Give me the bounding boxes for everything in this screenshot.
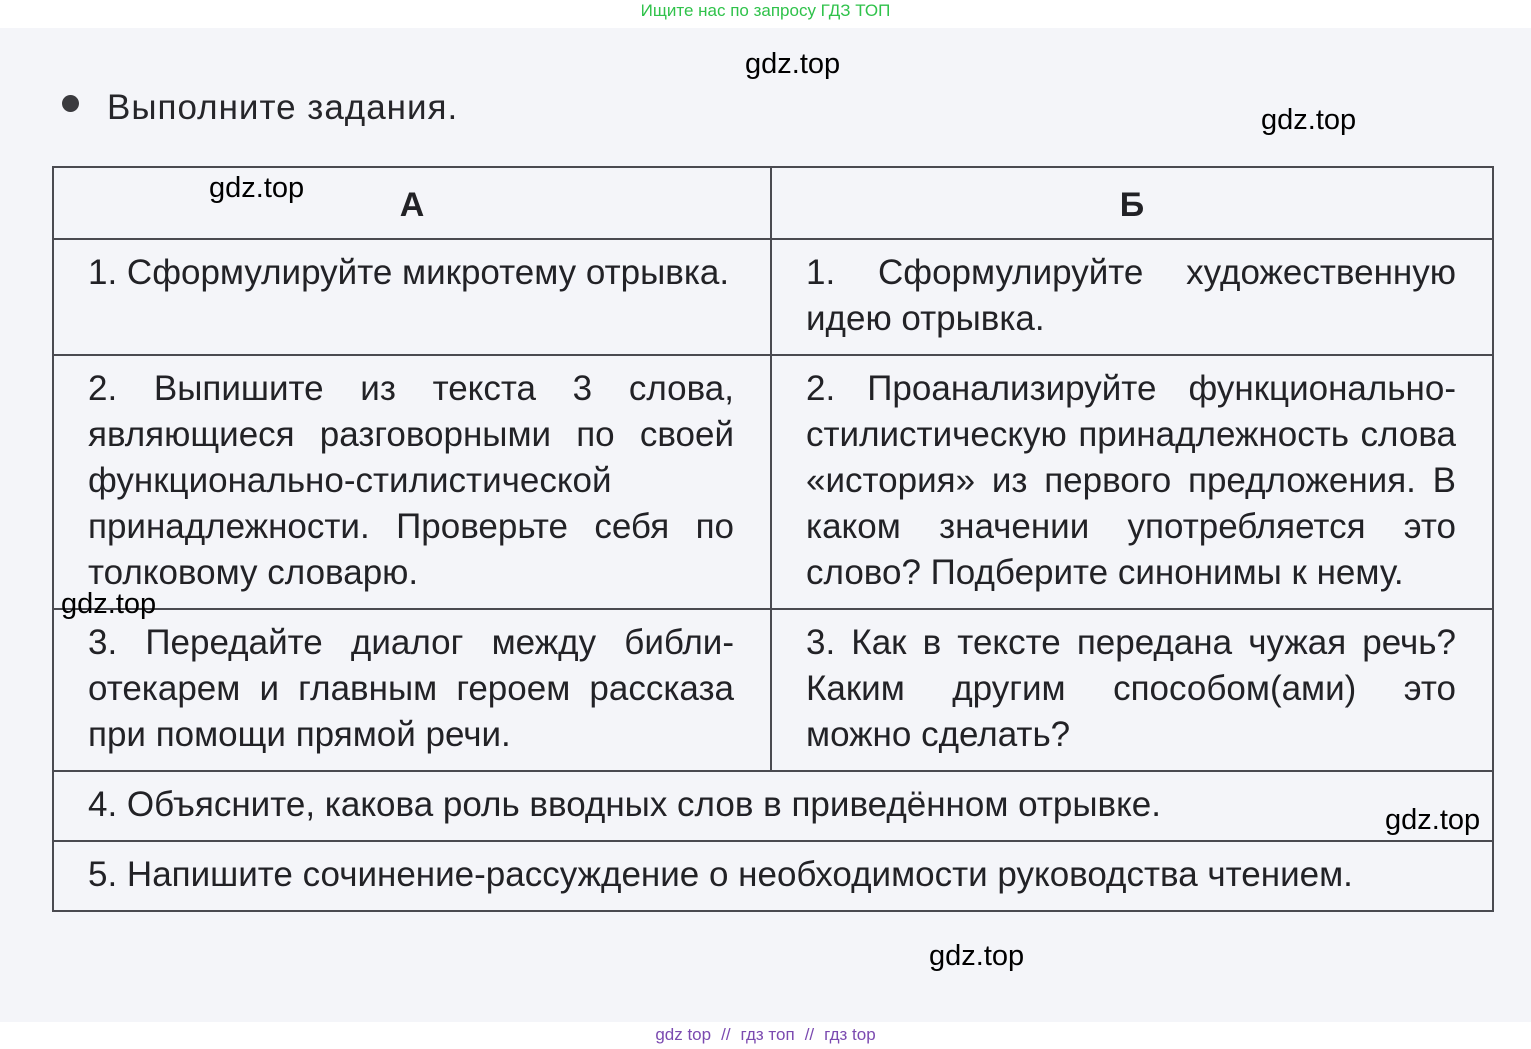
separator: // xyxy=(721,1025,731,1044)
task-cell-b3: 3. Как в тексте передана чужая речь? Каким другим способом(ами) это можно сделать? xyxy=(771,609,1493,771)
column-a-header: А xyxy=(53,167,771,239)
task-cell-a1: 1. Сформулируйте микротему отрывка. xyxy=(53,239,771,355)
instruction-text: Выполните задания. xyxy=(107,88,459,127)
table-row xyxy=(53,609,1493,771)
separator: // xyxy=(804,1025,815,1044)
table-row xyxy=(53,239,1493,355)
task-cell-5: 5. Напишите сочинение-рассуждение о необходимости руководства чтением. xyxy=(53,841,1493,911)
task-cell-b2: 2. Проанализируйте функционально-стилистическую принадлежность слова «история» из первого предложения. В каком значении употребляется это слово? Подберите синонимы к нему. xyxy=(771,355,1493,609)
bottom-link[interactable]: гдз top xyxy=(824,1025,876,1044)
watermark: gdz.top xyxy=(1385,804,1481,836)
table-row xyxy=(53,841,1493,911)
bottom-banner xyxy=(0,1025,1531,1045)
instruction-heading xyxy=(62,88,458,128)
top-banner[interactable]: Ищите нас по запросу ГДЗ ТОП xyxy=(640,1,891,20)
watermark: gdz.top xyxy=(61,588,157,620)
task-cell-a2: 2. Выпишите из текста 3 слова, являющиеся разговорными по своей функционально-стилистической принадлежности. Проверьте себя по толковому словарю. xyxy=(53,355,771,609)
bottom-link[interactable]: гдз топ xyxy=(740,1025,795,1044)
watermark: gdz.top xyxy=(1261,104,1357,136)
column-b-header: Б xyxy=(771,167,1493,239)
bullet-icon xyxy=(62,95,79,112)
task-table xyxy=(52,166,1494,912)
watermark: gdz.top xyxy=(745,48,841,80)
task-cell-b1: 1. Сформулируйте художественную идею отрывка. xyxy=(771,239,1493,355)
table-row xyxy=(53,355,1493,609)
bottom-link[interactable]: gdz top xyxy=(655,1025,712,1044)
task-cell-a3: 3. Передайте диалог между библиотекарем и главным героем рассказа при помощи прямой речи. xyxy=(53,609,771,771)
task-cell-4: 4. Объясните, какова роль вводных слов в приведённом отрывке. xyxy=(53,771,1493,841)
watermark: gdz.top xyxy=(209,172,305,204)
watermark: gdz.top xyxy=(929,940,1025,972)
table-row xyxy=(53,771,1493,841)
